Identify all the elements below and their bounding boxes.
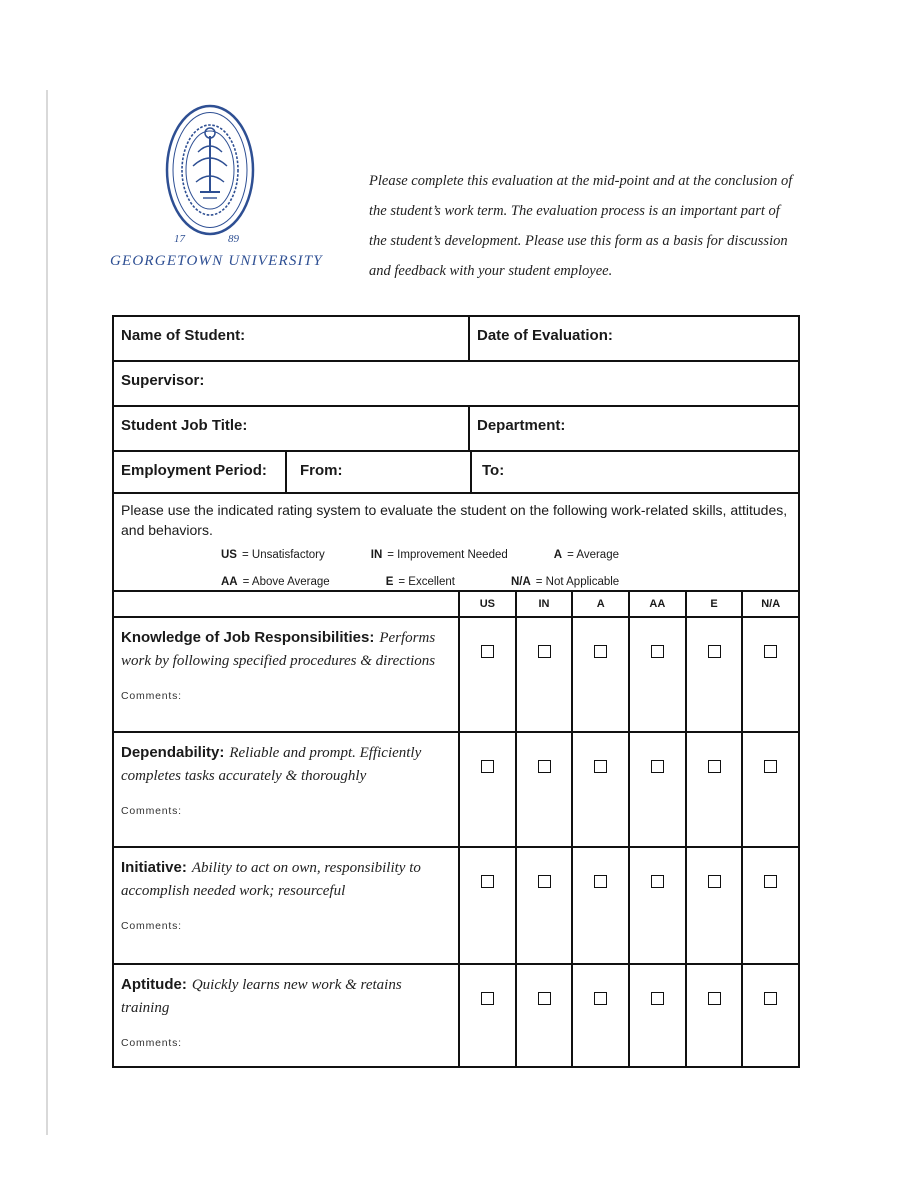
seal-year-left: 17 bbox=[174, 233, 185, 245]
supervisor-label: Supervisor: bbox=[121, 372, 205, 389]
rating-cell-e bbox=[685, 733, 742, 846]
intro-line: and feedback with your student employee. bbox=[369, 263, 613, 279]
legend-code: IN bbox=[370, 549, 383, 561]
skill-text bbox=[121, 626, 446, 673]
column-header-na: N/A bbox=[741, 592, 798, 616]
rating-cell-us bbox=[458, 733, 515, 846]
skill-text bbox=[121, 741, 446, 788]
rating-cells bbox=[458, 965, 798, 1066]
university-seal-icon bbox=[158, 100, 262, 254]
skill-title: Initiative: bbox=[121, 859, 187, 876]
university-wordmark: GEORGETOWN UNIVERSITY bbox=[110, 253, 323, 269]
rating-checkbox[interactable] bbox=[538, 992, 551, 1005]
skill-row-dependability bbox=[114, 731, 798, 846]
rating-cell-a bbox=[571, 618, 628, 731]
intro-line: Please complete this evaluation at the mid-point and at the conclusion of bbox=[369, 173, 793, 189]
employment-period-cell bbox=[114, 452, 285, 492]
row-employment-period bbox=[114, 450, 798, 492]
intro-line: the student’s development. Please use this form as a basis for discussion bbox=[369, 233, 788, 249]
rating-cell-na bbox=[741, 965, 798, 1066]
row-jobtitle-department bbox=[114, 405, 798, 450]
rating-cell-aa bbox=[628, 733, 685, 846]
rating-checkbox[interactable] bbox=[538, 760, 551, 773]
legend-code: N/A bbox=[510, 576, 531, 588]
rating-checkbox[interactable] bbox=[538, 645, 551, 658]
department-label: Department: bbox=[477, 417, 566, 434]
skill-description: Performs work by following specified procedures & directions bbox=[121, 630, 436, 669]
legend-item bbox=[221, 576, 330, 588]
rating-legend-line1 bbox=[221, 549, 790, 561]
column-header-a: A bbox=[571, 592, 628, 616]
row-name-date bbox=[114, 317, 798, 360]
rating-checkbox[interactable] bbox=[481, 760, 494, 773]
rating-checkbox[interactable] bbox=[764, 875, 777, 888]
rating-cell-in bbox=[515, 733, 572, 846]
seal-year-right: 89 bbox=[228, 233, 239, 245]
date-of-evaluation-field[interactable] bbox=[468, 317, 798, 360]
skill-description-cell bbox=[114, 848, 458, 963]
intro-paragraph bbox=[369, 166, 829, 286]
legend-text: = Excellent bbox=[398, 576, 455, 588]
rating-checkbox[interactable] bbox=[481, 645, 494, 658]
department-field[interactable] bbox=[468, 407, 798, 450]
comments-label: Comments: bbox=[121, 1037, 182, 1049]
skill-description-cell bbox=[114, 618, 458, 731]
column-header-aa: AA bbox=[628, 592, 685, 616]
skill-description: Reliable and prompt. Efficiently completes tasks accurately & thoroughly bbox=[121, 745, 422, 784]
date-of-evaluation-label: Date of Evaluation: bbox=[477, 327, 613, 344]
rating-checkbox[interactable] bbox=[764, 645, 777, 658]
rating-checkbox[interactable] bbox=[594, 645, 607, 658]
rating-checkbox[interactable] bbox=[708, 992, 721, 1005]
legend-text: = Not Applicable bbox=[535, 576, 620, 588]
skill-row-knowledge bbox=[114, 616, 798, 731]
skill-title: Dependability: bbox=[121, 744, 225, 761]
column-header-in: IN bbox=[515, 592, 572, 616]
rating-cell-na bbox=[741, 618, 798, 731]
to-label: To: bbox=[482, 462, 505, 479]
rating-checkbox[interactable] bbox=[651, 875, 664, 888]
rating-checkbox[interactable] bbox=[651, 992, 664, 1005]
skill-description: Ability to act on own, responsibility to accomplish needed work; resourceful bbox=[121, 860, 421, 899]
rating-cell-aa bbox=[628, 965, 685, 1066]
rating-cell-na bbox=[741, 848, 798, 963]
header-empty-cell bbox=[114, 592, 458, 616]
rating-checkbox[interactable] bbox=[651, 760, 664, 773]
rating-instruction-text: Please use the indicated rating system to evaluate the student on the following work-related skills, attitudes, and behaviors. bbox=[121, 502, 788, 538]
rating-cell-e bbox=[685, 618, 742, 731]
rating-instructions-row bbox=[114, 492, 798, 590]
skill-description: Quickly learns new work & retains training bbox=[121, 977, 402, 1016]
rating-checkbox[interactable] bbox=[594, 992, 607, 1005]
rating-cell-aa bbox=[628, 618, 685, 731]
skill-title: Aptitude: bbox=[121, 976, 187, 993]
rating-cell-a bbox=[571, 965, 628, 1066]
rating-cell-a bbox=[571, 848, 628, 963]
column-header-e: E bbox=[685, 592, 742, 616]
student-job-title-label: Student Job Title: bbox=[121, 417, 248, 434]
rating-checkbox[interactable] bbox=[708, 645, 721, 658]
rating-checkbox[interactable] bbox=[708, 760, 721, 773]
rating-cell-e bbox=[685, 848, 742, 963]
legend-text: = Average bbox=[567, 549, 619, 561]
rating-cell-us bbox=[458, 618, 515, 731]
legend-item bbox=[386, 576, 455, 588]
rating-checkbox[interactable] bbox=[764, 992, 777, 1005]
skill-title: Knowledge of Job Responsibilities: bbox=[121, 629, 375, 646]
legend-item bbox=[371, 549, 508, 561]
rating-checkbox[interactable] bbox=[708, 875, 721, 888]
legend-item bbox=[221, 549, 325, 561]
rating-cell-in bbox=[515, 848, 572, 963]
row-supervisor bbox=[114, 360, 798, 405]
legend-text: = Improvement Needed bbox=[387, 549, 508, 561]
evaluation-form-table bbox=[112, 315, 800, 1068]
rating-checkbox[interactable] bbox=[594, 875, 607, 888]
name-of-student-field[interactable] bbox=[114, 317, 468, 360]
skill-text bbox=[121, 856, 446, 903]
legend-code: E bbox=[385, 576, 394, 588]
skill-text bbox=[121, 973, 446, 1020]
rating-cell-us bbox=[458, 965, 515, 1066]
rating-cell-a bbox=[571, 733, 628, 846]
legend-code: AA bbox=[221, 576, 238, 588]
skill-row-aptitude bbox=[114, 963, 798, 1066]
rating-cell-e bbox=[685, 965, 742, 1066]
skill-description-cell bbox=[114, 965, 458, 1066]
rating-cell-aa bbox=[628, 848, 685, 963]
from-label: From: bbox=[300, 462, 343, 479]
seal-graphic bbox=[158, 100, 262, 254]
skill-row-initiative bbox=[114, 846, 798, 963]
rating-checkbox[interactable] bbox=[481, 875, 494, 888]
rating-cells bbox=[458, 848, 798, 963]
legend-code: A bbox=[553, 549, 563, 561]
to-field[interactable] bbox=[470, 452, 798, 492]
page-left-rule bbox=[46, 90, 48, 1135]
employment-period-label: Employment Period: bbox=[121, 462, 267, 479]
intro-line: the student’s work term. The evaluation process is an important part of bbox=[369, 203, 780, 219]
legend-text: = Above Average bbox=[242, 576, 330, 588]
supervisor-field[interactable] bbox=[114, 362, 798, 405]
rating-cell-in bbox=[515, 965, 572, 1066]
rating-checkbox[interactable] bbox=[594, 760, 607, 773]
rating-columns-header-row bbox=[114, 590, 798, 616]
from-field[interactable] bbox=[285, 452, 470, 492]
rating-checkbox[interactable] bbox=[538, 875, 551, 888]
legend-item bbox=[511, 576, 619, 588]
legend-code: US bbox=[221, 549, 237, 561]
rating-cells bbox=[458, 733, 798, 846]
skill-description-cell bbox=[114, 733, 458, 846]
rating-checkbox[interactable] bbox=[481, 992, 494, 1005]
rating-cells bbox=[458, 618, 798, 731]
legend-text: = Unsatisfactory bbox=[241, 549, 325, 561]
rating-cell-us bbox=[458, 848, 515, 963]
rating-cell-in bbox=[515, 618, 572, 731]
student-job-title-field[interactable] bbox=[114, 407, 468, 450]
column-header-us: US bbox=[458, 592, 515, 616]
rating-checkbox[interactable] bbox=[651, 645, 664, 658]
legend-item bbox=[554, 549, 619, 561]
comments-label: Comments: bbox=[121, 805, 182, 817]
comments-label: Comments: bbox=[121, 690, 182, 702]
rating-cell-na bbox=[741, 733, 798, 846]
rating-checkbox[interactable] bbox=[764, 760, 777, 773]
rating-legend-line2 bbox=[221, 576, 790, 588]
comments-label: Comments: bbox=[121, 920, 182, 932]
rating-column-headers bbox=[458, 592, 798, 616]
name-of-student-label: Name of Student: bbox=[121, 327, 246, 344]
